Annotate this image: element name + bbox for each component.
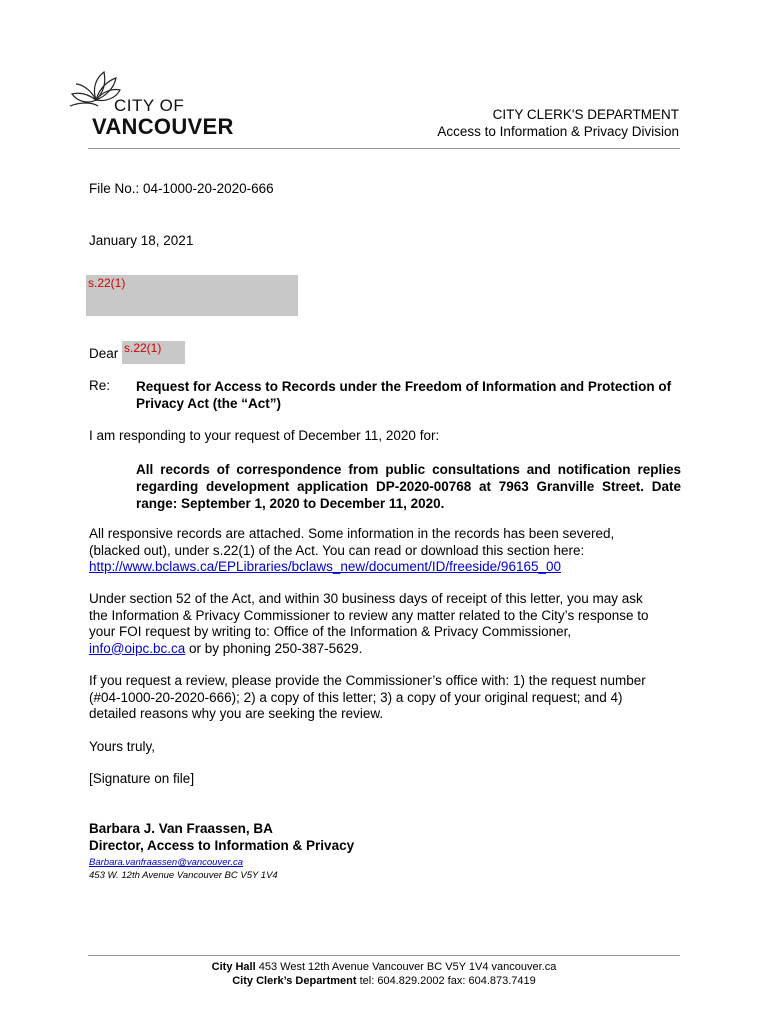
signer-title: Director, Access to Information & Privacy [89,838,355,853]
signature-placeholder: [Signature on file] [89,771,195,786]
file-number: File No.: 04-1000-20-2020-666 [89,181,274,196]
request-quote: All records of correspondence from public consultations and notification replies regarding development application DP-2020-00768 at 7963 Granville Street. Date range: September 1, 2020 to December 11, 2020. [136,462,681,511]
footer-department: City Clerk’s Department [232,975,357,987]
division-name: Access to Information & Privacy Division [437,124,679,139]
signer-email-wrap [89,857,243,868]
footer-line2 [88,974,680,988]
intro-line: I am responding to your request of December 11, 2020 for: [89,428,440,443]
text-line: All responsive records are attached. Some information in the records has been severed, [89,526,615,541]
paragraph-severing [89,526,681,576]
phone-text: or by phoning 250-387-5629. [185,640,363,656]
redaction-code: s.22(1) [88,276,126,290]
footer-divider [88,955,680,956]
paragraph-review-instructions [89,673,681,723]
paragraph-review-rights [89,591,681,657]
footer-city-hall: City Hall [211,961,256,973]
oipc-email-link[interactable]: info@oipc.bc.ca [89,640,186,656]
logo-line2: VANCOUVER [92,114,234,139]
text-line: detailed reasons why you are seeking the review. [89,706,384,721]
redacted-address-block [86,275,298,316]
re-subject: Request for Access to Records under the Freedom of Information and Protection of Privacy Act (the “Act”) [136,379,672,411]
footer-contact: tel: 604.829.2002 fax: 604.873.7419 [356,975,536,987]
salutation: Dear [89,346,119,361]
header-divider [88,148,680,149]
text-line: (#04-1000-20-2020-666); 2) a copy of this letter; 3) a copy of your original request; and 4) [89,689,623,705]
bclaws-link[interactable]: http://www.bclaws.ca/EPLibraries/bclaws_new/document/ID/freeside/96165_00 [89,559,561,574]
letter-date: January 18, 2021 [89,233,194,248]
signer-name: Barbara J. Van Fraassen, BA [89,821,273,836]
signer-email-link[interactable]: Barbara.vanfraassen@vancouver.ca [89,857,243,868]
footer-line1 [88,960,680,974]
text-line: the Information & Privacy Commissioner to review any matter related to the City’s response to [89,607,649,623]
department-name: CITY CLERK'S DEPARTMENT [492,107,679,122]
redacted-name [122,341,185,364]
closing: Yours truly, [89,739,156,754]
footer-address: 453 West 12th Avenue Vancouver BC V5Y 1V4 vancouver.ca [255,961,557,973]
text-line: your FOI request by writing to: Office of the Information & Privacy Commissioner, [89,624,572,639]
re-label: Re: [89,378,111,393]
letterhead [437,106,679,140]
text-line: If you request a review, please provide the Commissioner’s office with: 1) the request number [89,673,646,688]
signer-address: 453 W. 12th Avenue Vancouver BC V5Y 1V4 [89,870,278,881]
redaction-code: s.22(1) [124,341,162,355]
text-line: (blacked out), under s.22(1) of the Act. You can read or download this section here: [89,542,585,558]
signer-block [89,820,354,854]
logo-line1: CITY OF [114,96,185,115]
text-line: Under section 52 of the Act, and within 30 business days of receipt of this letter, you may ask [89,591,643,606]
